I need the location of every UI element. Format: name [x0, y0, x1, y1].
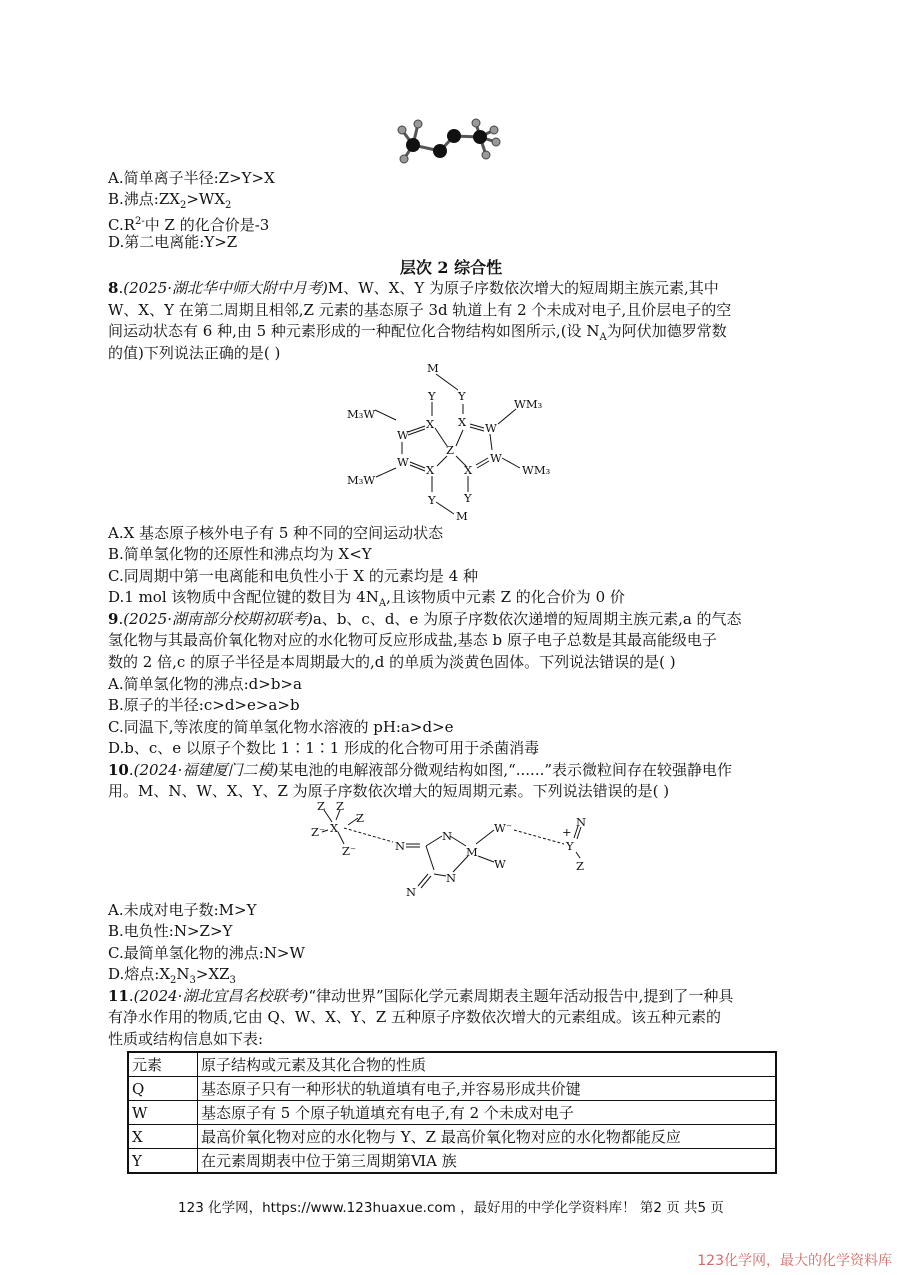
q8-atom-Y-left: Y	[428, 389, 436, 403]
q10-option-c: C.最简单氢化物的沸点:N>W	[108, 944, 305, 962]
q10-option-a: A.未成对电子数:M>Y	[108, 901, 257, 919]
q9-option-b: B.原子的半径:c>d>e>a>b	[108, 696, 300, 714]
q10-atom-W: W	[494, 857, 506, 871]
molecule-model-image	[390, 118, 510, 168]
q8-structure-diagram	[340, 362, 570, 522]
q8-atom-Z-center: Z	[446, 443, 454, 457]
q8-option-b: B.简单氢化物的还原性和沸点均为 X<Y	[108, 545, 372, 563]
table-row	[128, 1101, 776, 1125]
q8-stem-line1: 8.(2025·湖北华中师大附中月考)M、W、X、Y 为原子序数依次增大的短周期主族元素,其中	[108, 279, 719, 297]
q10-atom-N-imine: N	[395, 839, 406, 853]
table-cell: 在元素周期表中位于第三周期第ⅥA 族	[198, 1149, 777, 1174]
q10-atom-Zminus-left: Z⁻	[311, 825, 326, 839]
q8-atom-X-ul: X	[426, 417, 435, 431]
q10-atom-Z-1: Z	[317, 800, 325, 813]
q10-atom-N-ring-bottom: N	[446, 871, 457, 885]
q8-stem-line4: 的值)下列说法正确的是( )	[108, 344, 281, 362]
q10-option-d: D.熔点$:X_2N_3>XZ_3$	[108, 965, 236, 986]
q9-stem-line1: 9.(2025·湖南部分校期初联考)a、b、c、d、e 为原子序数依次递增的短周期主族元素,a 的气态	[108, 610, 742, 628]
q7-option-a: A.简单离子半径:Z>Y>X	[108, 169, 275, 187]
q8-stem-line3: 间运动状态有 6 种,由 5 种元素形成的一种配位化合物结构如图所示,(设 $N_A$为阿伏加德罗常数	[108, 322, 727, 343]
table-cell: 最高价氧化物对应的水化物与 Y、Z 最高价氧化物对应的水化物都能反应	[198, 1125, 777, 1149]
q8-atom-X-lr: X	[464, 463, 473, 477]
q11-stem-line3: 性质或结构信息如下表:	[108, 1030, 264, 1048]
table-header-cell: 原子结构或元素及其化合物的性质	[198, 1052, 777, 1077]
q11-stem-line2: 有净水作用的物质,它由 Q、W、X、Y、Z 五种原子序数依次增大的元素组成。该五种元素的	[108, 1008, 722, 1026]
q7-option-c: $C.R^{2-}$中 Z 的化合价是-3	[108, 216, 270, 234]
q8-atom-WM3-right: WM₃	[514, 397, 543, 411]
q8-atom-M-top: M	[427, 362, 439, 375]
q9-option-a: A.简单氢化物的沸点:d>b>a	[108, 675, 302, 693]
q10-atom-plus: +	[562, 825, 572, 839]
q8-atom-W-l1: W	[397, 428, 409, 442]
table-cell: Y	[128, 1149, 198, 1174]
table-cell: 基态原子只有一种形状的轨道填有电子,并容易形成共价键	[198, 1077, 777, 1101]
page-footer: 123 化学网，https://www.123huaxue.com ，最好用的中学化学资料库！ 第2 页 共5 页	[178, 1200, 724, 1216]
q10-atom-M: M	[466, 845, 478, 859]
q8-option-d: D.1 mol 该物质中含配位键的数目为 $4N_A$,且该物质中元素 Z 的化合价为 0 价	[108, 588, 625, 609]
table-cell: W	[128, 1101, 198, 1125]
table-row	[128, 1077, 776, 1101]
watermark-text: 123化学网，最大的化学资料库	[697, 1253, 892, 1269]
q11-stem-line1: 11.(2024·湖北宜昌名校联考)“律动世界”国际化学元素周期表主题年活动报告中,提到了一种具	[108, 987, 734, 1005]
section-title: 层次 2 综合性	[399, 258, 503, 277]
q8-atom-Y-lr: Y	[464, 491, 472, 505]
q10-atom-N-imine-bottom: N	[406, 885, 417, 899]
table-row	[128, 1149, 776, 1174]
q10-atom-Y: Y	[566, 839, 574, 853]
q9-option-d: D.b、c、e 以原子个数比 1∶1∶1 形成的化合物可用于杀菌消毒	[108, 739, 540, 757]
q8-atom-Y-right: Y	[458, 389, 466, 403]
table-header-cell: 元素	[128, 1052, 198, 1077]
q10-stem-line2: 用。M、N、W、X、Y、Z 为原子序数依次增大的短周期元素。下列说法错误的是( )	[108, 782, 670, 800]
q10-atom-Z-right: Z	[576, 859, 584, 873]
table-header-row	[128, 1052, 776, 1077]
q10-atom-Wminus: W⁻	[494, 821, 512, 835]
q10-option-b: B.电负性:N>Z>Y	[108, 922, 233, 940]
q8-stem-line2: W、X、Y 在第二周期且相邻,Z 元素的基态原子 3d 轨道上有 2 个未成对电子,且价层电子的空	[108, 301, 732, 319]
element-info-table	[127, 1051, 777, 1174]
q7-option-b: B.沸点$:ZX_2>WX_2$	[108, 190, 232, 211]
table-cell: 基态原子有 5 个原子轨道填充有电子,有 2 个未成对电子	[198, 1101, 777, 1125]
q9-stem-line2: 氢化物与其最高价氧化物对应的水化物可反应形成盐,基态 b 原子电子总数是其最高能级电子	[108, 631, 717, 649]
q10-atom-Zminus-bottom: Z⁻	[342, 844, 357, 858]
q8-atom-W-l2: W	[397, 455, 409, 469]
q8-atom-W-r1: W	[485, 421, 497, 435]
q10-stem-line1: 10.(2024·福建厦门二模)某电池的电解液部分微观结构如图,“......”表示微粒间存在较强静电作	[108, 761, 733, 779]
q8-atom-M-bottom: M	[456, 509, 468, 522]
q8-atom-X-ll: X	[426, 463, 435, 477]
table-row	[128, 1125, 776, 1149]
q10-atom-N-top: N	[576, 815, 587, 829]
q10-structure-diagram	[308, 800, 608, 900]
q10-atom-X: X	[330, 821, 339, 835]
table-cell: Q	[128, 1077, 198, 1101]
q8-atom-M3W-left: M₃W	[347, 407, 376, 421]
q8-atom-X-ur: X	[458, 415, 467, 429]
q8-atom-WM3-right2: WM₃	[522, 463, 551, 477]
q7-option-d: D.第二电离能:Y>Z	[108, 233, 238, 251]
q10-atom-Z-3: Z	[356, 811, 364, 825]
q9-stem-line3: 数的 2 倍,c 的原子半径是本周期最大的,d 的单质为淡黄色固体。下列说法错误的是( )	[108, 653, 676, 671]
q10-atom-Z-2: Z	[336, 800, 344, 813]
q8-option-c: C.同周期中第一电离能和电负性小于 X 的元素均是 4 种	[108, 567, 479, 585]
q10-atom-N-ring-top: N	[442, 829, 453, 843]
q8-atom-M3W-left2: M₃W	[347, 473, 376, 487]
table-cell: X	[128, 1125, 198, 1149]
q8-option-a: A.X 基态原子核外电子有 5 种不同的空间运动状态	[108, 524, 444, 542]
q9-option-c: C.同温下,等浓度的简单氢化物水溶液的 pH:a>d>e	[108, 718, 454, 736]
q8-atom-Y-ll: Y	[428, 493, 436, 507]
q8-atom-W-r2: W	[490, 451, 502, 465]
